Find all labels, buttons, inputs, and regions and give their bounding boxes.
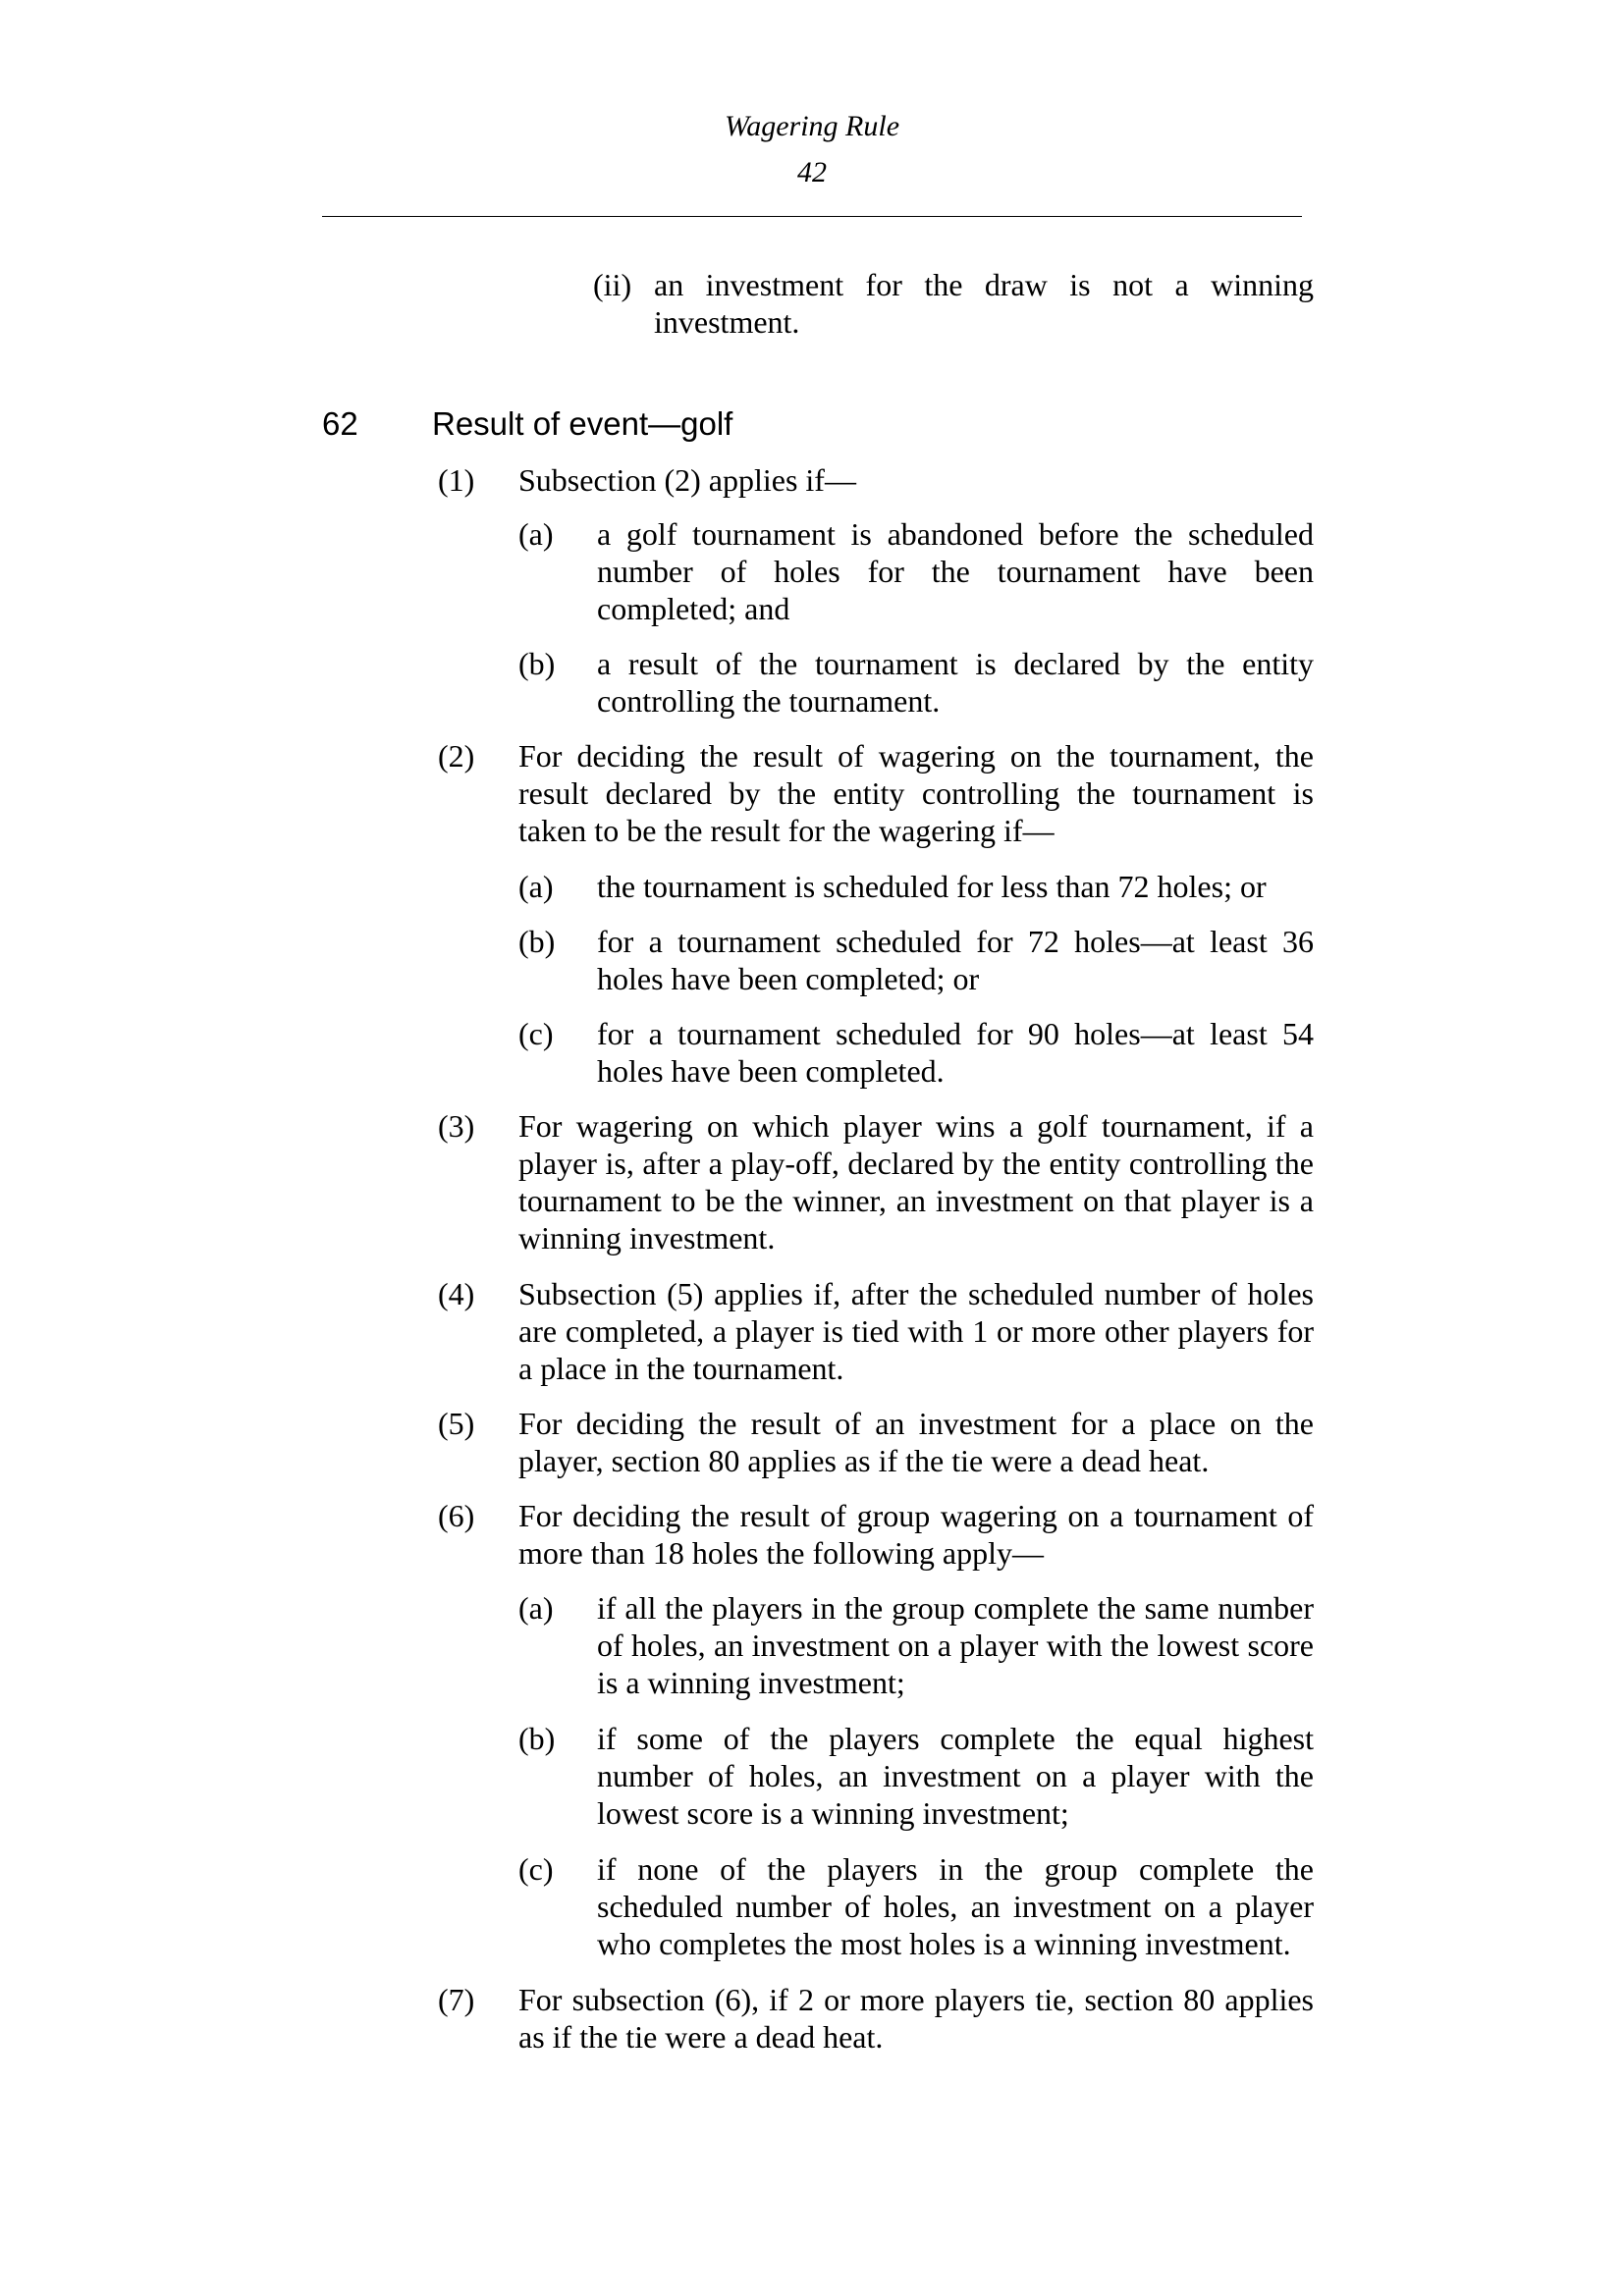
subsection-label: (7) bbox=[438, 1982, 475, 2017]
subsection-text: For deciding the result of an investment for a place on the player, section 80 applies as if the tie were a dead heat. bbox=[518, 1406, 1314, 1478]
header-divider bbox=[322, 216, 1302, 217]
paragraph-label: (b) bbox=[518, 646, 556, 681]
paragraph-text: for a tournament scheduled for 72 holes—at least 36 holes have been completed; or bbox=[597, 924, 1314, 996]
subparagraph-label: (ii) bbox=[593, 267, 632, 302]
paragraph-text: if none of the players in the group complete the scheduled number of holes, an investment on a player who completes the most holes is a winning investment. bbox=[597, 1851, 1314, 1961]
paragraph-label: (a) bbox=[518, 869, 554, 904]
page-number: 42 bbox=[797, 156, 827, 188]
paragraph-label: (c) bbox=[518, 1016, 554, 1051]
subparagraph-text: an investment for the draw is not a winning investment. bbox=[654, 267, 1314, 340]
subsection-text: For subsection (6), if 2 or more players tie, section 80 applies as if the tie were a dead heat. bbox=[518, 1982, 1314, 2055]
section-number: 62 bbox=[322, 405, 358, 442]
paragraph-text: if all the players in the group complete the same number of holes, an investment on a player with the lowest score is a winning investment; bbox=[597, 1590, 1314, 1700]
section-heading: Result of event—golf bbox=[432, 405, 733, 442]
subsection-label: (3) bbox=[438, 1108, 475, 1144]
running-header-title: Wagering Rule bbox=[724, 110, 900, 142]
paragraph-text: if some of the players complete the equal highest number of holes, an investment on a player with the lowest score is a winning investment; bbox=[597, 1721, 1314, 1831]
subsection-text: For deciding the result of wagering on the tournament, the result declared by the entity controlling the tournament is taken to be the result for the wagering if— bbox=[518, 738, 1314, 848]
subsection-label: (1) bbox=[438, 462, 475, 498]
paragraph-label: (b) bbox=[518, 1721, 556, 1756]
paragraph-text: a result of the tournament is declared by the entity controlling the tournament. bbox=[597, 646, 1314, 719]
paragraph-label: (c) bbox=[518, 1851, 554, 1887]
subsection-label: (6) bbox=[438, 1498, 475, 1533]
paragraph-label: (a) bbox=[518, 516, 554, 552]
subsection-text: Subsection (5) applies if, after the scheduled number of holes are completed, a player is tied with 1 or more other players for a place in the tournament. bbox=[518, 1276, 1314, 1386]
paragraph-text: for a tournament scheduled for 90 holes—at least 54 holes have been completed. bbox=[597, 1016, 1314, 1089]
paragraph-label: (a) bbox=[518, 1590, 554, 1626]
subsection-label: (2) bbox=[438, 738, 475, 774]
paragraph-text: the tournament is scheduled for less than 72 holes; or bbox=[597, 869, 1267, 904]
subsection-text: Subsection (2) applies if— bbox=[518, 462, 856, 498]
paragraph-label: (b) bbox=[518, 924, 556, 959]
subsection-label: (5) bbox=[438, 1406, 475, 1441]
subsection-text: For wagering on which player wins a golf tournament, if a player is, after a play-off, declared by the entity controlling the tournament to be the winner, an investment on that player is a winning investment. bbox=[518, 1108, 1314, 1255]
subsection-text: For deciding the result of group wagering on a tournament of more than 18 holes the following apply— bbox=[518, 1498, 1314, 1571]
paragraph-text: a golf tournament is abandoned before the scheduled number of holes for the tournament have been completed; and bbox=[597, 516, 1314, 626]
subsection-label: (4) bbox=[438, 1276, 475, 1311]
